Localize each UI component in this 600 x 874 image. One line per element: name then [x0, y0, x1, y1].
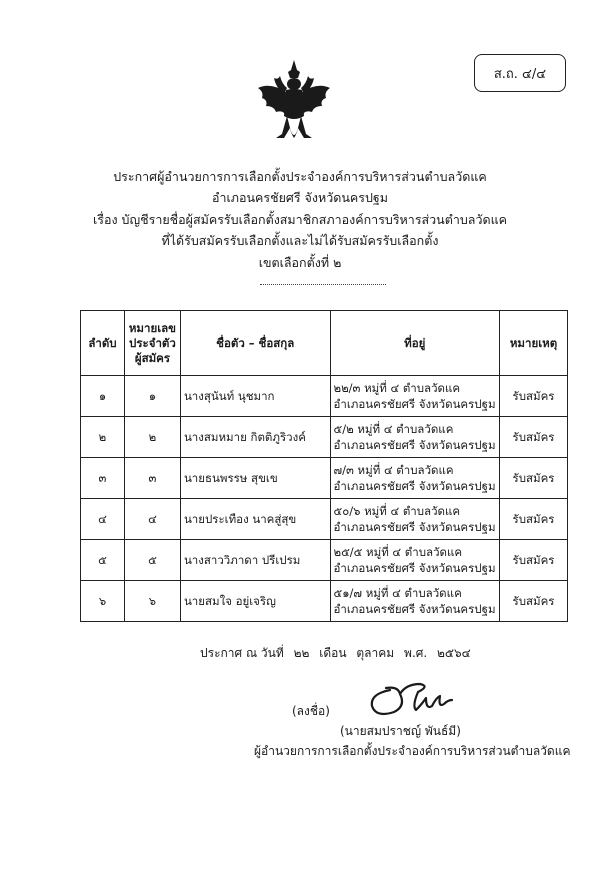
- address-line-2: อำเภอนครชัยศรี จังหวัดนครปฐม: [333, 602, 496, 616]
- cell-number: ๖: [124, 581, 180, 622]
- address-line-2: อำเภอนครชัยศรี จังหวัดนครปฐม: [333, 479, 496, 493]
- cell-name: นางสมหมาย กิตติภูริวงค์: [180, 417, 330, 458]
- cell-order: ๑: [81, 376, 125, 417]
- address-line-1: ๗/๓ หมู่ที่ ๔ ตำบลวัดแค: [333, 463, 454, 477]
- header-number-line-2: ประจำตัว: [129, 335, 176, 350]
- address-line-1: ๕/๒ หมู่ที่ ๔ ตำบลวัดแค: [333, 422, 454, 436]
- header-number-line-3: ผู้สมัคร: [134, 350, 171, 365]
- address-line-2: อำเภอนครชัยศรี จังหวัดนครปฐม: [333, 561, 496, 575]
- handwritten-signature: [360, 676, 460, 720]
- cell-name: นายธนพรรษ สุขเข: [180, 458, 330, 499]
- heading-line-4: ที่ได้รับสมัครรับเลือกตั้งและไม่ได้รับสมัครรับเลือกตั้ง: [161, 233, 439, 248]
- cell-name: นายสมใจ อยู่เจริญ: [180, 581, 330, 622]
- cell-name: นางสุนันท์ นุชมาก: [180, 376, 330, 417]
- heading-line-1: ประกาศผู้อำนวยการการเลือกตั้งประจำองค์การบริหารส่วนตำบลวัดแค: [113, 169, 487, 184]
- garuda-emblem-icon: [254, 58, 334, 154]
- announce-month: ตุลาคม: [356, 646, 395, 660]
- table-row: [81, 499, 568, 540]
- header-note: หมายเหตุ: [500, 311, 568, 376]
- heading-line-3: เรื่อง บัญชีรายชื่อผู้สมัครรับเลือกตั้งสมาชิกสภาองค์การบริหารส่วนตำบลวัดแค: [92, 212, 508, 227]
- address-line-1: ๒๒/๓ หมู่ที่ ๔ ตำบลวัดแค: [333, 381, 461, 395]
- cell-number: ๒: [124, 417, 180, 458]
- signature-label: (ลงชื่อ): [292, 704, 330, 718]
- header-number: [124, 311, 180, 376]
- cell-address: [330, 376, 500, 417]
- form-code: ส.ถ. ๔/๔: [493, 66, 547, 82]
- announce-month-label: เดือน: [319, 646, 347, 660]
- header-address: ที่อยู่: [330, 311, 500, 376]
- cell-note: รับสมัคร: [500, 458, 568, 499]
- form-code-box: [474, 54, 566, 92]
- cell-address: [330, 499, 500, 540]
- cell-number: ๔: [124, 499, 180, 540]
- cell-note: รับสมัคร: [500, 376, 568, 417]
- table-row: [81, 540, 568, 581]
- cell-note: รับสมัคร: [500, 581, 568, 622]
- cell-address: [330, 581, 500, 622]
- cell-note: รับสมัคร: [500, 417, 568, 458]
- cell-address: [330, 417, 500, 458]
- table-row: [81, 581, 568, 622]
- table-row: [81, 376, 568, 417]
- cell-number: ๓: [124, 458, 180, 499]
- cell-address: [330, 458, 500, 499]
- address-line-2: อำเภอนครชัยศรี จังหวัดนครปฐม: [333, 438, 496, 452]
- heading-line-2: อำเภอนครชัยศรี จังหวัดนครปฐม: [211, 190, 389, 205]
- signer-name: (นายสมปราชญ์ พันธ์มี): [340, 724, 461, 738]
- cell-number: ๑: [124, 376, 180, 417]
- cell-address: [330, 540, 500, 581]
- cell-order: ๒: [81, 417, 125, 458]
- heading-line-5: เขตเลือกตั้งที่ ๒: [258, 255, 342, 270]
- dotted-divider: [260, 284, 386, 285]
- cell-order: ๕: [81, 540, 125, 581]
- cell-order: ๔: [81, 499, 125, 540]
- address-line-1: ๕๑/๗ หมู่ที่ ๔ ตำบลวัดแค: [333, 586, 462, 600]
- header-name: ชื่อตัว – ชื่อสกุล: [180, 311, 330, 376]
- address-line-1: ๒๕/๕ หมู่ที่ ๔ ตำบลวัดแค: [333, 545, 463, 559]
- cell-note: รับสมัคร: [500, 540, 568, 581]
- cell-order: ๓: [81, 458, 125, 499]
- table-header-row: [81, 311, 568, 376]
- announce-prefix: ประกาศ ณ วันที่: [200, 646, 284, 660]
- candidate-table: [80, 310, 568, 622]
- cell-name: นางสาววิภาดา ปรีเปรม: [180, 540, 330, 581]
- table-row: [81, 458, 568, 499]
- header-number-line-1: หมายเลข: [128, 320, 177, 335]
- announce-day: ๒๒: [293, 646, 310, 660]
- cell-name: นายประเทือง นาคสู่สุข: [180, 499, 330, 540]
- cell-note: รับสมัคร: [500, 499, 568, 540]
- announcement-date: [200, 644, 477, 663]
- announce-year: ๒๕๖๔: [437, 646, 471, 660]
- address-line-2: อำเภอนครชัยศรี จังหวัดนครปฐม: [333, 520, 496, 534]
- address-line-2: อำเภอนครชัยศรี จังหวัดนครปฐม: [333, 397, 496, 411]
- table-row: [81, 417, 568, 458]
- signer-title: ผู้อำนวยการการเลือกตั้งประจำองค์การบริหารส่วนตำบลวัดแค: [254, 744, 571, 758]
- cell-order: ๖: [81, 581, 125, 622]
- address-line-1: ๕๐/๖ หมู่ที่ ๔ ตำบลวัดแค: [333, 504, 461, 518]
- cell-number: ๕: [124, 540, 180, 581]
- header-order: ลำดับ: [81, 311, 125, 376]
- announce-year-label: พ.ศ.: [404, 646, 428, 660]
